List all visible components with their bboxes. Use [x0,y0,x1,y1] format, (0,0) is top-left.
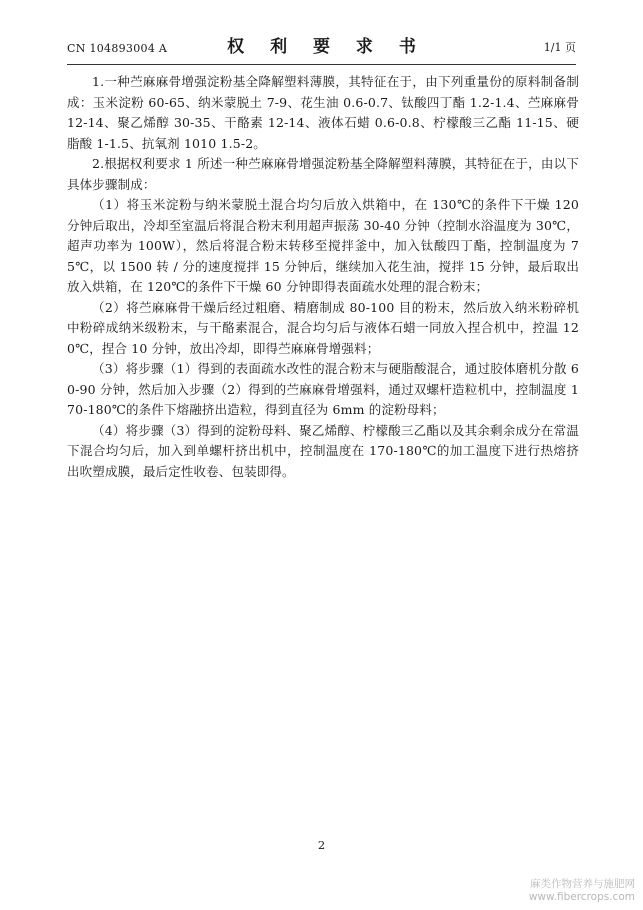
claim-2-step-1: （1）将玉米淀粉与纳米蒙脱土混合均匀后放入烘箱中，在 130℃的条件下干燥 120 分钟后取出，冷却至室温后将混合粉末利用超声振荡 30-40 分钟（控制水浴温度为 30℃，超声功率为 100W），然后将混合粉末转移至搅拌釜中，加入钛酸四丁酯，控制温度为 75℃，以 1500 转 / 分的速度搅拌 15 分钟后，继续加入花生油，搅拌 15 分钟，最后取出放入烘箱，在 120℃的条件下干燥 60 分钟即得表面疏水处理的混合粉末； [67,197,579,294]
claim-2: 2.根据权利要求 1 所述一种苎麻麻骨增强淀粉基全降解塑料薄膜，其特征在于，由以下具体步骤制成： [67,156,579,192]
page-header [67,32,576,65]
document-title: 权 利 要 求 书 [227,37,426,57]
page-count: 1/1 页 [543,41,576,54]
watermark-url: www.fibercrops.com [528,891,635,903]
claim-2-step-4: （4）将步骤（3）得到的淀粉母料、聚乙烯醇、柠檬酸三乙酯以及其余剩余成分在常温下混合均匀后，加入到单螺杆挤出机中，控制温度在 170-180℃的加工温度下进行热熔挤出吹塑成膜，最后定性收卷、包装即得。 [67,422,579,479]
claims-body [67,72,579,482]
watermark-site-name: 麻类作物营养与施肥网 [530,878,635,890]
site-watermark [529,878,635,904]
claim-2-step-2: （2）将苎麻麻骨干燥后经过粗磨、精磨制成 80-100 目的粉末，然后放入纳米粉碎机中粉碎成纳米级粉末，与干酪素混合，混合均匀后与液体石蜡一同放入捏合机中，控温 120℃，捏合 10 分钟，放出冷却，即得苎麻麻骨增强料； [67,299,579,356]
patent-number: CN 104893004 A [67,42,168,55]
page-number: 2 [317,838,326,852]
claim-1: 1.一种苎麻麻骨增强淀粉基全降解塑料薄膜，其特征在于，由下列重量份的原料制备制成：玉米淀粉 60-65、纳米蒙脱土 7-9、花生油 0.6-0.7、钛酸四丁酯 1.2-1.4、苎麻麻骨 12-14、聚乙烯醇 30-35、干酪素 12-14、液体石蜡 0.6-0.8、柠檬酸三乙酯 11-15、硬脂酸 1-1.5、抗氧剂 1010 1.5-2。 [67,74,579,151]
claim-2-step-3: （3）将步骤（1）得到的表面疏水改性的混合粉末与硬脂酸混合，通过胶体磨机分散 60-90 分钟，然后加入步骤（2）得到的苎麻麻骨增强料，通过双螺杆造粒机中，控制温度 170-180℃的条件下熔融挤出造粒，得到直径为 6mm 的淀粉母料； [67,361,579,417]
